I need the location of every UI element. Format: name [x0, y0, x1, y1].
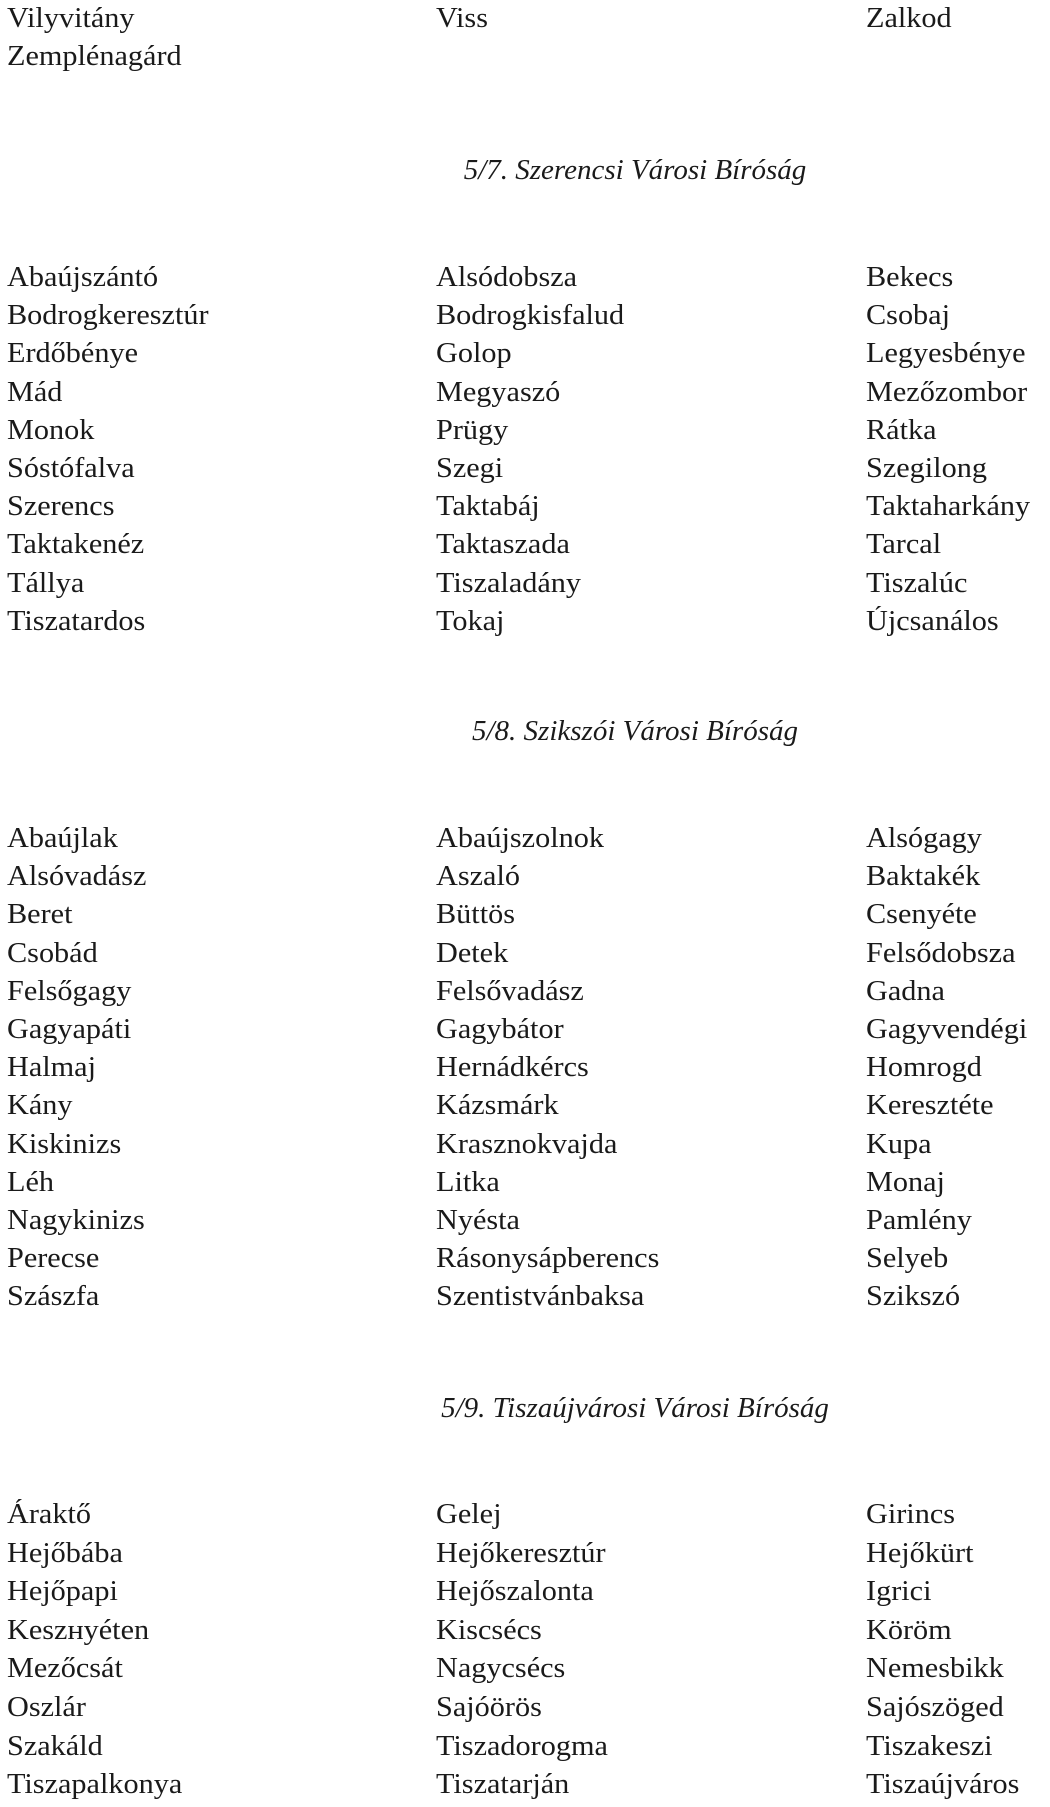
settlement-name: Vilyvitány [7, 3, 135, 34]
settlement-name: Golop [436, 338, 512, 370]
table-row [0, 1766, 1050, 1805]
table-row [0, 973, 1050, 1011]
table-row [0, 488, 1050, 526]
settlement-name: Tiszalúc [866, 567, 968, 599]
settlement-name: Sóstófalva [7, 452, 135, 484]
settlement-name: Kiscsécs [436, 1614, 542, 1646]
settlement-name: Abaújlak [7, 823, 118, 854]
settlement-name: Mezőzombor [866, 376, 1028, 408]
table-row [0, 1049, 1050, 1087]
settlement-name: Taktaszada [436, 529, 570, 561]
settlement-name: Gelej [436, 1499, 502, 1530]
settlement-name: Monaj [866, 1166, 945, 1198]
settlement-name: Szászfa [7, 1281, 100, 1313]
settlement-name: Sajóörös [436, 1691, 542, 1723]
table-row [0, 1728, 1050, 1767]
settlement-name: Nagykinizs [7, 1204, 145, 1236]
settlement-name: Mád [7, 376, 63, 408]
settlement-name: Baktakék [866, 861, 981, 893]
table-row [0, 412, 1050, 450]
table-row [0, 259, 1050, 297]
settlement-name: Tiszakeszi [866, 1730, 993, 1762]
settlement-name: Abaújszántó [7, 262, 159, 293]
settlement-name: Tiszaladány [436, 567, 582, 599]
settlement-name: Szegilong [866, 452, 987, 484]
settlement-name: Tiszadorogma [436, 1730, 608, 1762]
settlement-name: Abaújszolnok [436, 823, 604, 854]
settlement-name: Kány [7, 1090, 73, 1122]
settlement-name: Taktabáj [436, 491, 540, 523]
table-row [0, 1202, 1050, 1240]
settlement-name: Alsóvadász [7, 861, 147, 893]
settlement-name: Megyaszó [436, 376, 561, 408]
table-row [0, 1650, 1050, 1689]
settlement-name: Szikszó [866, 1281, 961, 1313]
settlement-name: Szentistvánbaksa [436, 1281, 645, 1313]
settlement-name: Tiszatarján [436, 1769, 570, 1801]
settlement-name: Áraktő [7, 1499, 91, 1530]
settlement-list-continued [0, 0, 1050, 76]
section-heading-szerencs: 5/7. Szerencsi Városi Bíróság [463, 154, 807, 186]
settlement-name: Felsővadász [436, 975, 584, 1007]
settlement-name: Tarcal [866, 529, 942, 561]
settlement-name: Halmaj [7, 1052, 97, 1084]
settlement-name: Selyeb [866, 1243, 949, 1275]
settlement-name: Detek [436, 937, 509, 969]
settlement-name: Léh [7, 1166, 55, 1198]
section-heading-szikszo: 5/8. Szikszói Városi Bíróság [471, 715, 798, 747]
settlement-name: Alsógagy [866, 823, 982, 854]
settlement-name: Bodrogkisfalud [436, 300, 625, 332]
settlement-name: Viss [436, 3, 488, 34]
settlement-name: Szegi [436, 452, 504, 484]
table-row [0, 1011, 1050, 1049]
settlement-name: Pamlény [866, 1204, 972, 1236]
settlement-name: Szakáld [7, 1730, 103, 1762]
table-row [0, 450, 1050, 488]
settlement-name: Zemplénagárd [7, 41, 182, 73]
settlement-name: Felsődobsza [866, 937, 1016, 969]
settlement-name: Tokaj [436, 605, 505, 637]
table-row [0, 1496, 1050, 1535]
table-row [0, 1164, 1050, 1202]
settlement-name: Kázsmárk [436, 1090, 559, 1122]
settlement-name: Gadna [866, 975, 945, 1007]
settlement-name: Kiskinizs [7, 1128, 122, 1160]
settlement-name: Csenyéte [866, 899, 977, 931]
table-row [0, 603, 1050, 641]
settlement-name: Girincs [866, 1499, 956, 1530]
table-row [0, 1689, 1050, 1728]
settlement-name: Bekecs [866, 262, 954, 293]
settlement-name: Gagyapáti [7, 1013, 132, 1045]
table-row [0, 896, 1050, 934]
settlement-name: Aszaló [436, 861, 520, 893]
settlement-name: Csobaj [866, 300, 951, 332]
settlement-list-tiszaujvaros [0, 1496, 1050, 1805]
settlement-name: Csobád [7, 937, 98, 969]
table-row [0, 1087, 1050, 1125]
settlement-name: Igrici [866, 1576, 932, 1608]
table-row [0, 526, 1050, 564]
table-row [0, 1535, 1050, 1574]
settlement-name: Szerencs [7, 491, 115, 523]
settlement-name: Homrogd [866, 1052, 982, 1084]
table-row [0, 38, 1050, 76]
settlement-name: Hernádkércs [436, 1052, 589, 1084]
settlement-name: Hejőkeresztúr [436, 1537, 606, 1569]
settlement-name: Tiszapalkonya [7, 1769, 183, 1801]
settlement-name: Keszнyéten [7, 1614, 150, 1646]
table-row [0, 820, 1050, 858]
settlement-name: Erdőbénye [7, 338, 139, 370]
settlement-name: Gagybátor [436, 1013, 564, 1045]
settlement-name: Nemesbikk [866, 1653, 1004, 1685]
settlement-name: Rátka [866, 414, 937, 446]
settlement-name: Oszlár [7, 1691, 86, 1723]
settlement-name: Hejőbába [7, 1537, 123, 1569]
settlement-name: Hejőszalonta [436, 1576, 594, 1608]
settlement-name: Mezőcsát [7, 1653, 123, 1685]
table-row [0, 0, 1050, 38]
settlement-name: Keresztéte [866, 1090, 994, 1122]
settlement-name: Hejőpapi [7, 1576, 118, 1608]
settlement-name: Perecse [7, 1243, 100, 1275]
settlement-name: Sajószöged [866, 1691, 1004, 1723]
table-row [0, 297, 1050, 335]
settlement-name: Zalkod [866, 3, 952, 34]
table-row [0, 565, 1050, 603]
settlement-name: Beret [7, 899, 73, 931]
settlement-name: Litka [436, 1166, 500, 1198]
settlement-name: Büttös [436, 899, 515, 931]
section-heading-tiszaujvaros: 5/9. Tiszaújvárosi Városi Bíróság [441, 1392, 829, 1424]
settlement-name: Legyesbénye [866, 338, 1026, 370]
settlement-list-szerencs [0, 259, 1050, 641]
settlement-name: Kupa [866, 1128, 932, 1160]
settlement-name: Nagycsécs [436, 1653, 566, 1685]
settlement-name: Tiszaújváros [866, 1769, 1020, 1801]
table-row [0, 1612, 1050, 1651]
settlement-name: Taktakenéz [7, 529, 145, 561]
settlement-name: Alsódobsza [436, 262, 578, 293]
settlement-name: Prügy [436, 414, 509, 446]
settlement-name: Tállya [7, 567, 85, 599]
settlement-name: Krasznokvajda [436, 1128, 618, 1160]
table-row [0, 935, 1050, 973]
settlement-list-szikszo [0, 820, 1050, 1316]
table-row [0, 858, 1050, 896]
table-row [0, 335, 1050, 373]
table-row [0, 374, 1050, 412]
table-row [0, 1240, 1050, 1278]
settlement-name: Újcsanálos [866, 605, 999, 637]
settlement-name: Tiszatardos [7, 605, 146, 637]
table-row [0, 1573, 1050, 1612]
table-row [0, 1278, 1050, 1316]
settlement-name: Rásonysápberencs [436, 1243, 660, 1275]
settlement-name: Taktaharkány [866, 491, 1031, 523]
settlement-name: Hejőkürt [866, 1537, 974, 1569]
settlement-name: Monok [7, 414, 95, 446]
settlement-name: Bodrogkeresztúr [7, 300, 209, 332]
settlement-name: Köröm [866, 1614, 952, 1646]
settlement-name: Felsőgagy [7, 975, 132, 1007]
settlement-name: Gagyvendégi [866, 1013, 1028, 1045]
table-row [0, 1126, 1050, 1164]
settlement-name: Nyésta [436, 1204, 520, 1236]
